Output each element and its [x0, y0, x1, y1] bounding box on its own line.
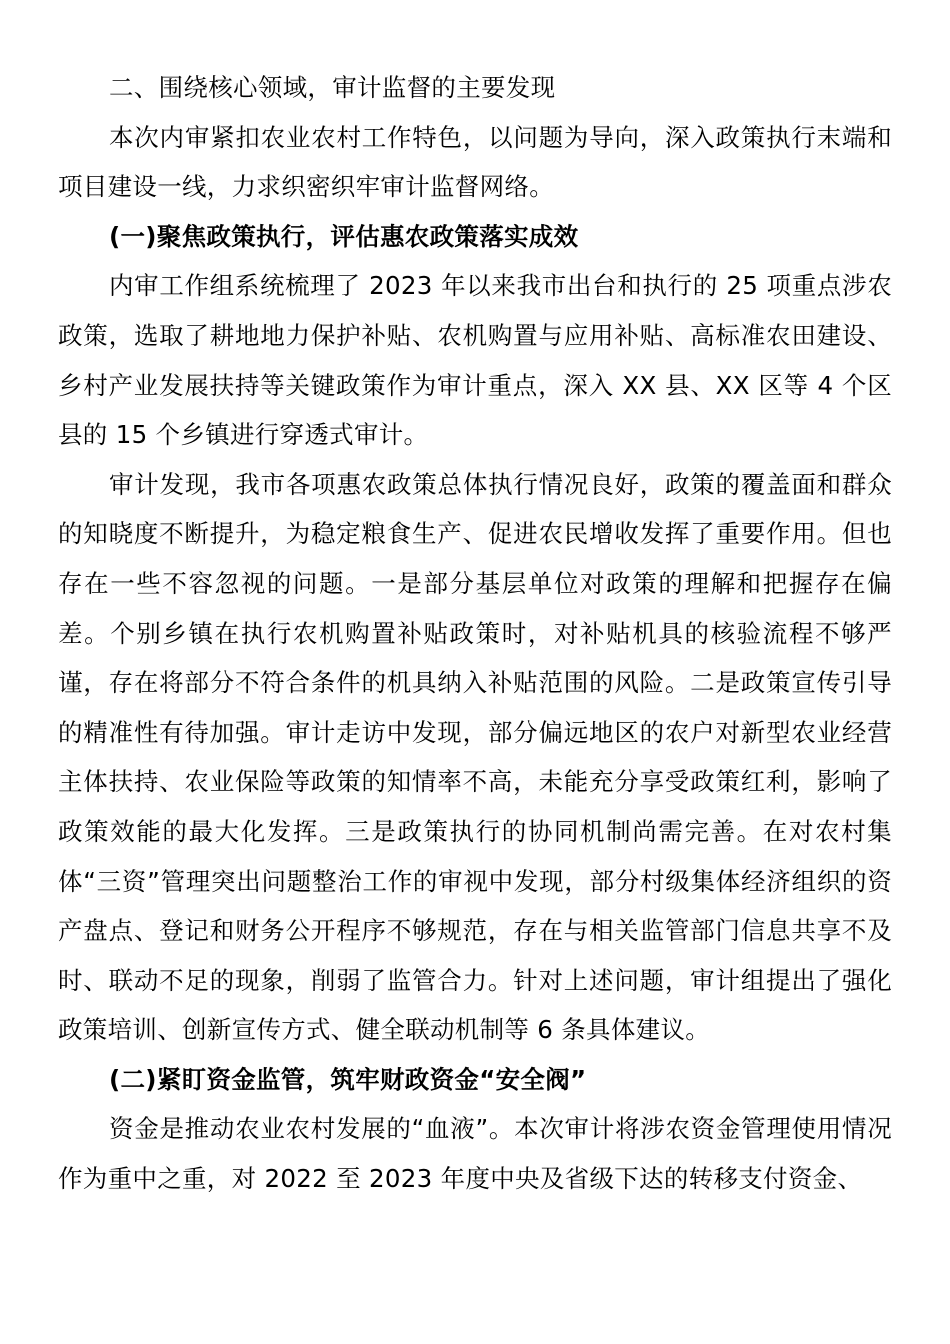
- section-title: 二、围绕核心领域，审计监督的主要发现: [109, 73, 556, 102]
- subsection-1-paragraph-2: 审计发现，我市各项惠农政策总体执行情况良好，政策的覆盖面和群众的知晓度不断提升，为稳定粮食生产、促进农民增收发挥了重要作用。但也存在一些不容忽视的问题。一是部分基层单位对政策的理解和把握存在偏差。个别乡镇在执行农机购置补贴政策时，对补贴机具的核验流程不够严谨，存在将部分不符合条件的机具纳入补贴范围的风险。二是政策宣传引导的精准性有待加强。审计走访中发现，部分偏远地区的农户对新型农业经营主体扶持、农业保险等政策的知情率不高，未能充分享受政策红利，影响了政策效能的最大化发挥。三是政策执行的协同机制尚需完善。在对农村集体“三资”管理突出问题整治工作的审视中发现，部分村级集体经济组织的资产盘点、登记和财务公开程序不够规范，存在与相关监管部门信息共享不及时、联动不足的现象，削弱了监管合力。针对上述问题，审计组提出了强化政策培训、创新宣传方式、健全联动机制等 6 条具体建议。: [58, 469, 892, 1045]
- document-page: [58, 63, 892, 1204]
- subsection-1-heading: (一)聚焦政策执行，评估惠农政策落实成效: [109, 221, 579, 251]
- subsection-2-heading: (二)紧盯资金监管，筑牢财政资金“安全阀”: [109, 1064, 587, 1094]
- intro-paragraph: 本次内审紧扣农业农村工作特色，以问题为导向，深入政策执行末端和项目建设一线，力求织密织牢审计监督网络。: [58, 122, 892, 202]
- subsection-2-paragraph-1: 资金是推动农业农村发展的“血液”。本次审计将涉农资金管理使用情况作为重中之重，对 2022 至 2023 年度中央及省级下达的转移支付资金、: [58, 1114, 892, 1194]
- subsection-1-paragraph-1: 内审工作组系统梳理了 2023 年以来我市出台和执行的 25 项重点涉农政策，选取了耕地地力保护补贴、农机购置与应用补贴、高标准农田建设、乡村产业发展扶持等关键政策作为审计重点，深入 XX 县、XX 区等 4 个区县的 15 个乡镇进行穿透式审计。: [58, 271, 892, 450]
